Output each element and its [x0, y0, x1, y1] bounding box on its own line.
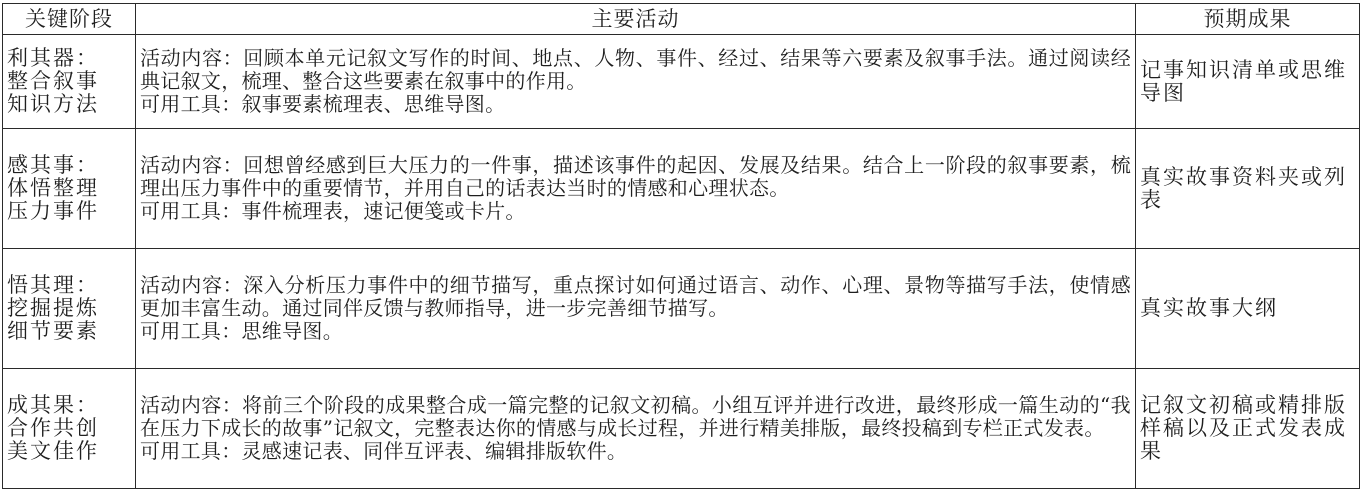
table-row	[3, 249, 1360, 369]
activity-cell	[136, 369, 1136, 489]
activity-tools: 可用工具：灵感速记表、同伴互评表、编辑排版软件。	[140, 439, 628, 463]
stage-desc-line: 压力事件	[7, 199, 99, 223]
stage-desc-line: 整合叙事	[7, 69, 99, 93]
stage-cell	[3, 249, 136, 369]
table-row	[3, 35, 1360, 129]
stage-desc-line: 体悟整理	[7, 176, 99, 200]
outcome-cell: 记叙文初稿或精排版样稿以及正式发表成果	[1136, 369, 1360, 489]
table-row	[3, 129, 1360, 249]
activity-tools: 可用工具：叙事要素梳理表、思维导图。	[140, 92, 506, 116]
activity-content: 活动内容：回顾本单元记叙文写作的时间、地点、人物、事件、经过、结果等六要素及叙事手法。通过阅读经典记叙文，梳理、整合这些要素在叙事中的作用。	[140, 46, 1131, 93]
stage-title: 成其果：	[7, 393, 99, 417]
activity-content: 活动内容：深入分析压力事件中的细节描写，重点探讨如何通过语言、动作、心理、景物等描写手法，使情感更加丰富生动。通过同伴反馈与教师指导，进一步完善细节描写。	[140, 273, 1131, 320]
stage-desc-line: 挖掘提炼	[7, 296, 99, 320]
stage-desc-line: 知识方法	[7, 92, 99, 116]
stage-cell	[3, 35, 136, 129]
stage-desc-line: 细节要素	[7, 319, 99, 343]
activity-cell	[136, 129, 1136, 249]
stage-title: 悟其理：	[7, 273, 99, 297]
header-expected-outcome: 预期成果	[1136, 4, 1360, 35]
table-row	[3, 369, 1360, 489]
activity-cell	[136, 35, 1136, 129]
stage-title: 利其器：	[7, 46, 99, 70]
outcome-cell: 记事知识清单或思维导图	[1136, 35, 1360, 129]
activity-plan-table	[2, 3, 1360, 489]
header-key-stage: 关键阶段	[3, 4, 136, 35]
stage-cell	[3, 369, 136, 489]
activity-content: 活动内容：将前三个阶段的成果整合成一篇完整的记叙文初稿。小组互评并进行改进，最终形成一篇生动的“我在压力下成长的故事”记叙文，完整表达你的情感与成长过程，并进行精美排版，最终投稿到专栏正式发表。	[140, 393, 1131, 440]
outcome-cell: 真实故事资料夹或列表	[1136, 129, 1360, 249]
activity-tools: 可用工具：思维导图。	[140, 319, 343, 343]
activity-content: 活动内容：回想曾经感到巨大压力的一件事，描述该事件的起因、发展及结果。结合上一阶段的叙事要素，梳理出压力事件中的重要情节，并用自己的话表达当时的情感和心理状态。	[140, 153, 1131, 200]
stage-cell	[3, 129, 136, 249]
outcome-cell: 真实故事大纲	[1136, 249, 1360, 369]
stage-desc-line: 美文佳作	[7, 439, 99, 463]
stage-title: 感其事：	[7, 153, 99, 177]
header-main-activity: 主要活动	[136, 4, 1136, 35]
header-row	[3, 4, 1360, 35]
activity-tools: 可用工具：事件梳理表，速记便笺或卡片。	[140, 199, 526, 223]
activity-plan-table-wrapper	[2, 3, 1360, 489]
activity-cell	[136, 249, 1136, 369]
stage-desc-line: 合作共创	[7, 416, 99, 440]
